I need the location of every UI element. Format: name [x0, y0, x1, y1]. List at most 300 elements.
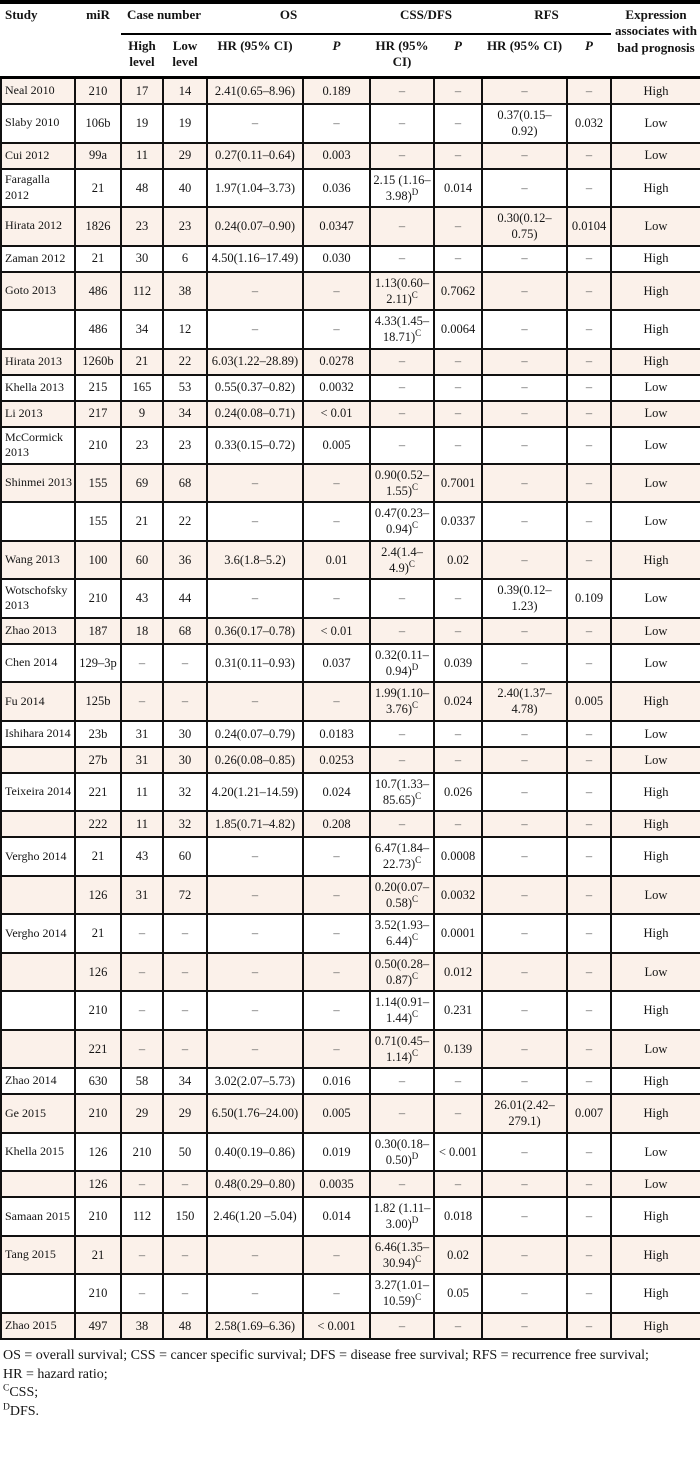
- cell-low-level: 40: [163, 169, 207, 208]
- cell-study: Goto 2013: [1, 272, 75, 311]
- cell-os-p: 0.189: [303, 78, 370, 105]
- cell-os-p: 0.030: [303, 246, 370, 272]
- cell-css-dfs-p: 0.05: [434, 1274, 482, 1313]
- cell-high-level: 11: [121, 143, 163, 169]
- cell-rfs-hr: –: [482, 1197, 567, 1236]
- cell-mir: 210: [75, 1274, 121, 1313]
- table-row: [1, 464, 700, 503]
- col-header-rfs-p: P: [567, 34, 611, 78]
- cell-css-dfs-p: –: [434, 811, 482, 837]
- cell-os-hr: –: [207, 914, 303, 953]
- cell-rfs-hr: –: [482, 1068, 567, 1094]
- cell-mir: 221: [75, 773, 121, 812]
- cell-rfs-p: –: [567, 464, 611, 503]
- cell-high-level: 34: [121, 310, 163, 349]
- cell-low-level: 68: [163, 464, 207, 503]
- cell-study: Hirata 2013: [1, 349, 75, 375]
- endpoint-superscript: C: [415, 328, 422, 339]
- cell-high-level: 31: [121, 876, 163, 915]
- table-row: [1, 427, 700, 464]
- cell-os-hr: –: [207, 310, 303, 349]
- cell-os-hr: –: [207, 876, 303, 915]
- cell-expression: Low: [611, 143, 700, 169]
- cell-rfs-hr: –: [482, 349, 567, 375]
- cell-os-p: –: [303, 953, 370, 992]
- endpoint-superscript: C: [415, 790, 422, 801]
- cell-css-dfs-p: –: [434, 427, 482, 464]
- cell-rfs-p: –: [567, 747, 611, 773]
- endpoint-superscript: D: [411, 186, 419, 197]
- cell-os-p: –: [303, 464, 370, 503]
- cell-high-level: 9: [121, 401, 163, 427]
- cell-mir: 21: [75, 914, 121, 953]
- cell-low-level: 36: [163, 541, 207, 580]
- cell-high-level: –: [121, 914, 163, 953]
- cell-mir: 21: [75, 246, 121, 272]
- col-header-expression: Expression associates with bad prognosis: [611, 4, 700, 78]
- cell-high-level: 19: [121, 104, 163, 143]
- cell-expression: High: [611, 914, 700, 953]
- cell-css-dfs-hr: $0.20(0.07-0.58)^C$: [370, 876, 434, 915]
- cell-css-dfs-hr: $2.4(1.4-4.9)^C$: [370, 541, 434, 580]
- cell-os-hr: 0.24(0.08–0.71): [207, 401, 303, 427]
- cell-rfs-hr: –: [482, 644, 567, 683]
- cell-css-dfs-p: 0.018: [434, 1197, 482, 1236]
- endpoint-superscript: C: [412, 932, 419, 943]
- cell-css-dfs-p: –: [434, 579, 482, 618]
- cell-mir: 210: [75, 78, 121, 105]
- cell-low-level: –: [163, 991, 207, 1030]
- cell-css-dfs-p: 0.0008: [434, 837, 482, 876]
- cell-study: [1, 747, 75, 773]
- cell-css-dfs-hr: $0.50(0.28-0.87)^C$: [370, 953, 434, 992]
- endpoint-superscript: C: [412, 700, 419, 711]
- cell-mir: 630: [75, 1068, 121, 1094]
- cell-css-dfs-hr: –: [370, 1313, 434, 1339]
- cell-rfs-p: –: [567, 1197, 611, 1236]
- cell-mir: 210: [75, 1197, 121, 1236]
- endpoint-superscript: C: [415, 1253, 422, 1264]
- cell-high-level: 112: [121, 1197, 163, 1236]
- table-row: [1, 1274, 700, 1313]
- cell-study: [1, 1030, 75, 1069]
- endpoint-superscript: C: [412, 970, 419, 981]
- footnote-text: OS = overall survival; CSS = cancer specific survival; DFS = disease free survival; RFS = recurrence free survival;: [3, 1347, 649, 1363]
- table-row: [1, 1197, 700, 1236]
- table-row: [1, 1030, 700, 1069]
- cell-os-hr: 6.50(1.76–24.00): [207, 1094, 303, 1133]
- table-row: [1, 375, 700, 401]
- cell-rfs-hr: 0.30(0.12–0.75): [482, 207, 567, 246]
- cell-mir: 486: [75, 272, 121, 311]
- table-row: [1, 1068, 700, 1094]
- cell-os-p: 0.0032: [303, 375, 370, 401]
- cell-css-dfs-hr: –: [370, 579, 434, 618]
- cell-os-p: –: [303, 310, 370, 349]
- cell-os-hr: 2.46(1.20 –5.04): [207, 1197, 303, 1236]
- endpoint-superscript: D: [411, 1215, 419, 1226]
- cell-rfs-hr: –: [482, 773, 567, 812]
- endpoint-superscript: C: [412, 1047, 419, 1058]
- cell-os-hr: 6.03(1.22–28.89): [207, 349, 303, 375]
- cell-css-dfs-hr: $3.52(1.93-6.44)^C$: [370, 914, 434, 953]
- cell-os-hr: 0.48(0.29–0.80): [207, 1171, 303, 1197]
- cell-expression: High: [611, 1236, 700, 1275]
- cell-high-level: –: [121, 682, 163, 721]
- cell-rfs-p: –: [567, 876, 611, 915]
- cell-mir: 126: [75, 1133, 121, 1172]
- cell-expression: Low: [611, 1171, 700, 1197]
- cell-css-dfs-p: 0.024: [434, 682, 482, 721]
- cell-os-hr: 4.20(1.21–14.59): [207, 773, 303, 812]
- cell-os-p: –: [303, 991, 370, 1030]
- cell-high-level: 29: [121, 1094, 163, 1133]
- cell-study: [1, 310, 75, 349]
- cell-mir: 217: [75, 401, 121, 427]
- cell-low-level: 29: [163, 1094, 207, 1133]
- cell-os-p: 0.019: [303, 1133, 370, 1172]
- cell-high-level: 11: [121, 773, 163, 812]
- cell-low-level: 19: [163, 104, 207, 143]
- cell-os-p: –: [303, 104, 370, 143]
- cell-rfs-p: –: [567, 1068, 611, 1094]
- footnote-text: HR = hazard ratio;: [3, 1366, 108, 1382]
- cell-low-level: 22: [163, 502, 207, 541]
- cell-high-level: 30: [121, 246, 163, 272]
- cell-expression: Low: [611, 401, 700, 427]
- cell-rfs-hr: –: [482, 876, 567, 915]
- endpoint-superscript: C: [412, 481, 419, 492]
- cell-css-dfs-p: –: [434, 401, 482, 427]
- cell-rfs-hr: –: [482, 1133, 567, 1172]
- cell-rfs-p: –: [567, 502, 611, 541]
- table-row: [1, 349, 700, 375]
- cell-rfs-hr: –: [482, 169, 567, 208]
- col-header-mir: miR: [75, 4, 121, 78]
- cell-low-level: 22: [163, 349, 207, 375]
- cell-low-level: 50: [163, 1133, 207, 1172]
- col-header-os-p: P: [303, 34, 370, 78]
- table-row: [1, 246, 700, 272]
- cell-rfs-hr: –: [482, 1313, 567, 1339]
- cell-rfs-hr: 0.39(0.12–1.23): [482, 579, 567, 618]
- col-header-os-hr: HR (95% CI): [207, 34, 303, 78]
- cell-css-dfs-hr: –: [370, 811, 434, 837]
- cell-study: Khella 2015: [1, 1133, 75, 1172]
- cell-high-level: 43: [121, 837, 163, 876]
- cell-study: Vergho 2014: [1, 837, 75, 876]
- cell-rfs-p: –: [567, 1313, 611, 1339]
- cell-low-level: 72: [163, 876, 207, 915]
- cell-mir: 21: [75, 169, 121, 208]
- cell-rfs-hr: –: [482, 427, 567, 464]
- table-row: [1, 682, 700, 721]
- cell-os-p: < 0.001: [303, 1313, 370, 1339]
- cell-os-p: –: [303, 1030, 370, 1069]
- cell-rfs-hr: –: [482, 143, 567, 169]
- cell-rfs-p: 0.032: [567, 104, 611, 143]
- table-row: [1, 310, 700, 349]
- cell-mir: 210: [75, 427, 121, 464]
- cell-os-hr: –: [207, 837, 303, 876]
- cell-os-hr: 0.55(0.37–0.82): [207, 375, 303, 401]
- cell-os-p: 0.024: [303, 773, 370, 812]
- cell-css-dfs-hr: –: [370, 246, 434, 272]
- cell-rfs-p: –: [567, 401, 611, 427]
- cell-low-level: 60: [163, 837, 207, 876]
- table-row: [1, 747, 700, 773]
- cell-css-dfs-hr: 1.82 $(1.11-3.00)^D$: [370, 1197, 434, 1236]
- cell-css-dfs-p: < 0.001: [434, 1133, 482, 1172]
- cell-mir: 210: [75, 579, 121, 618]
- endpoint-superscript: C: [412, 1009, 419, 1020]
- cell-expression: High: [611, 1094, 700, 1133]
- cell-css-dfs-hr: –: [370, 349, 434, 375]
- cell-os-hr: –: [207, 953, 303, 992]
- table-row: [1, 1236, 700, 1275]
- cell-rfs-p: 0.0104: [567, 207, 611, 246]
- cell-mir: 126: [75, 953, 121, 992]
- cell-study: Ishihara 2014: [1, 721, 75, 747]
- cell-mir: 1826: [75, 207, 121, 246]
- cell-rfs-hr: –: [482, 991, 567, 1030]
- cell-low-level: 12: [163, 310, 207, 349]
- cell-mir: 210: [75, 1094, 121, 1133]
- table-row: [1, 618, 700, 644]
- cell-study: Teixeira 2014: [1, 773, 75, 812]
- cell-study: Zhao 2014: [1, 1068, 75, 1094]
- table-row: [1, 721, 700, 747]
- cell-high-level: 18: [121, 618, 163, 644]
- cell-expression: Low: [611, 579, 700, 618]
- col-group-rfs: RFS: [482, 4, 611, 34]
- cell-css-dfs-p: –: [434, 1171, 482, 1197]
- cell-rfs-p: –: [567, 78, 611, 105]
- cell-study: [1, 876, 75, 915]
- cell-expression: Low: [611, 747, 700, 773]
- cell-css-dfs-p: –: [434, 1313, 482, 1339]
- cell-high-level: –: [121, 644, 163, 683]
- cell-css-dfs-hr: $0.30(0.18-0.50)^D$: [370, 1133, 434, 1172]
- cell-css-dfs-p: –: [434, 143, 482, 169]
- cell-os-hr: 0.26(0.08–0.85): [207, 747, 303, 773]
- table-row: [1, 579, 700, 618]
- cell-high-level: –: [121, 1171, 163, 1197]
- cell-os-p: –: [303, 914, 370, 953]
- cell-high-level: 31: [121, 747, 163, 773]
- cell-rfs-hr: –: [482, 837, 567, 876]
- cell-rfs-p: –: [567, 310, 611, 349]
- cell-css-dfs-p: 0.02: [434, 1236, 482, 1275]
- table-row: [1, 502, 700, 541]
- cell-css-dfs-p: –: [434, 246, 482, 272]
- cell-study: Ge 2015: [1, 1094, 75, 1133]
- cell-rfs-p: 0.005: [567, 682, 611, 721]
- cell-low-level: –: [163, 1236, 207, 1275]
- cell-expression: Low: [611, 618, 700, 644]
- cell-mir: 100: [75, 541, 121, 580]
- col-header-study: Study: [1, 4, 75, 78]
- cell-study: Shinmei 2013: [1, 464, 75, 503]
- cell-study: McCormick 2013: [1, 427, 75, 464]
- table-row: [1, 78, 700, 105]
- cell-high-level: 48: [121, 169, 163, 208]
- cell-os-hr: 0.24(0.07–0.79): [207, 721, 303, 747]
- footnote-line: [3, 1403, 696, 1422]
- cell-rfs-hr: –: [482, 375, 567, 401]
- cell-low-level: –: [163, 953, 207, 992]
- cell-css-dfs-hr: –: [370, 1171, 434, 1197]
- endpoint-superscript: C: [412, 520, 419, 531]
- cell-high-level: 38: [121, 1313, 163, 1339]
- cell-css-dfs-hr: $3.27(1.01-10.59)^C$: [370, 1274, 434, 1313]
- cell-high-level: 31: [121, 721, 163, 747]
- cell-os-hr: –: [207, 502, 303, 541]
- cell-css-dfs-hr: $0.47(0.23-0.94)^C$: [370, 502, 434, 541]
- endpoint-superscript: C: [411, 289, 418, 300]
- cell-expression: Low: [611, 207, 700, 246]
- cell-os-p: 0.016: [303, 1068, 370, 1094]
- cell-css-dfs-p: 0.012: [434, 953, 482, 992]
- cell-high-level: –: [121, 953, 163, 992]
- cell-rfs-p: –: [567, 721, 611, 747]
- cell-expression: High: [611, 541, 700, 580]
- cell-os-p: 0.005: [303, 1094, 370, 1133]
- table-row: [1, 1133, 700, 1172]
- cell-expression: High: [611, 1068, 700, 1094]
- cell-css-dfs-hr: $0.90(0.52-1.55)^C$: [370, 464, 434, 503]
- table-row: [1, 207, 700, 246]
- cell-rfs-hr: –: [482, 1236, 567, 1275]
- col-header-high-level: High level: [121, 34, 163, 78]
- col-header-rfs-hr: HR (95% CI): [482, 34, 567, 78]
- cell-expression: High: [611, 837, 700, 876]
- cell-mir: 23b: [75, 721, 121, 747]
- cell-expression: High: [611, 773, 700, 812]
- cell-rfs-hr: –: [482, 464, 567, 503]
- cell-study: Tang 2015: [1, 1236, 75, 1275]
- cell-os-p: –: [303, 682, 370, 721]
- cell-css-dfs-p: –: [434, 375, 482, 401]
- cell-rfs-hr: –: [482, 1171, 567, 1197]
- cell-high-level: –: [121, 991, 163, 1030]
- cell-css-dfs-p: –: [434, 349, 482, 375]
- cell-mir: 1260b: [75, 349, 121, 375]
- cell-high-level: 165: [121, 375, 163, 401]
- cell-low-level: 48: [163, 1313, 207, 1339]
- cell-os-p: 0.003: [303, 143, 370, 169]
- cell-mir: 187: [75, 618, 121, 644]
- header-group-row: [1, 4, 700, 34]
- cell-high-level: –: [121, 1236, 163, 1275]
- cell-expression: High: [611, 310, 700, 349]
- cell-mir: 486: [75, 310, 121, 349]
- table-row: [1, 541, 700, 580]
- cell-mir: 125b: [75, 682, 121, 721]
- cell-high-level: 21: [121, 502, 163, 541]
- cell-low-level: 150: [163, 1197, 207, 1236]
- cell-study: [1, 953, 75, 992]
- cell-os-hr: –: [207, 682, 303, 721]
- cell-low-level: 53: [163, 375, 207, 401]
- cell-low-level: 34: [163, 1068, 207, 1094]
- cell-mir: 126: [75, 876, 121, 915]
- cell-high-level: 21: [121, 349, 163, 375]
- cell-os-hr: 1.97(1.04–3.73): [207, 169, 303, 208]
- cell-mir: 155: [75, 464, 121, 503]
- cell-high-level: 60: [121, 541, 163, 580]
- cell-os-hr: 0.33(0.15–0.72): [207, 427, 303, 464]
- cell-expression: High: [611, 1197, 700, 1236]
- cell-study: Chen 2014: [1, 644, 75, 683]
- table-row: [1, 1313, 700, 1339]
- cell-high-level: 210: [121, 1133, 163, 1172]
- cell-low-level: 30: [163, 747, 207, 773]
- cell-rfs-hr: –: [482, 541, 567, 580]
- cell-os-p: 0.0035: [303, 1171, 370, 1197]
- cell-os-hr: –: [207, 1030, 303, 1069]
- cell-low-level: 30: [163, 721, 207, 747]
- cell-rfs-hr: –: [482, 953, 567, 992]
- cell-study: Vergho 2014: [1, 914, 75, 953]
- cell-study: Zaman 2012: [1, 246, 75, 272]
- table-row: [1, 953, 700, 992]
- table-row: [1, 811, 700, 837]
- cell-css-dfs-hr: –: [370, 401, 434, 427]
- cell-expression: High: [611, 682, 700, 721]
- cell-expression: High: [611, 78, 700, 105]
- table-row: [1, 914, 700, 953]
- cell-css-dfs-hr: –: [370, 78, 434, 105]
- cell-os-hr: 3.02(2.07–5.73): [207, 1068, 303, 1094]
- cell-rfs-hr: 2.40(1.37–4.78): [482, 682, 567, 721]
- cell-expression: High: [611, 1313, 700, 1339]
- cell-study: Zhao 2015: [1, 1313, 75, 1339]
- cell-css-dfs-hr: –: [370, 375, 434, 401]
- cell-expression: Low: [611, 1133, 700, 1172]
- cell-high-level: 69: [121, 464, 163, 503]
- cell-study: Slaby 2010: [1, 104, 75, 143]
- cell-expression: High: [611, 349, 700, 375]
- cell-study: Cui 2012: [1, 143, 75, 169]
- cell-css-dfs-hr: $1.13(0.60-2.11)^C$: [370, 272, 434, 311]
- cell-css-dfs-hr: $0.32(0.11-0.94)^D$: [370, 644, 434, 683]
- cell-mir: 129–3p: [75, 644, 121, 683]
- cell-css-dfs-hr: –: [370, 143, 434, 169]
- cell-rfs-hr: –: [482, 401, 567, 427]
- cell-rfs-p: –: [567, 246, 611, 272]
- cell-os-hr: 4.50(1.16–17.49): [207, 246, 303, 272]
- cell-study: Samaan 2015: [1, 1197, 75, 1236]
- cell-study: Fu 2014: [1, 682, 75, 721]
- endpoint-superscript: C: [415, 1292, 422, 1303]
- cell-rfs-hr: 0.37(0.15–0.92): [482, 104, 567, 143]
- table-row: [1, 272, 700, 311]
- footnote-line: [3, 1366, 696, 1385]
- cell-low-level: 34: [163, 401, 207, 427]
- cell-os-p: –: [303, 579, 370, 618]
- endpoint-superscript: C: [408, 558, 415, 569]
- table-row: [1, 104, 700, 143]
- cell-rfs-hr: –: [482, 811, 567, 837]
- cell-rfs-hr: –: [482, 310, 567, 349]
- cell-study: Li 2013: [1, 401, 75, 427]
- cell-os-p: < 0.01: [303, 618, 370, 644]
- cell-rfs-p: –: [567, 953, 611, 992]
- cell-css-dfs-p: 0.026: [434, 773, 482, 812]
- cell-high-level: 17: [121, 78, 163, 105]
- cell-os-hr: 2.41(0.65–8.96): [207, 78, 303, 105]
